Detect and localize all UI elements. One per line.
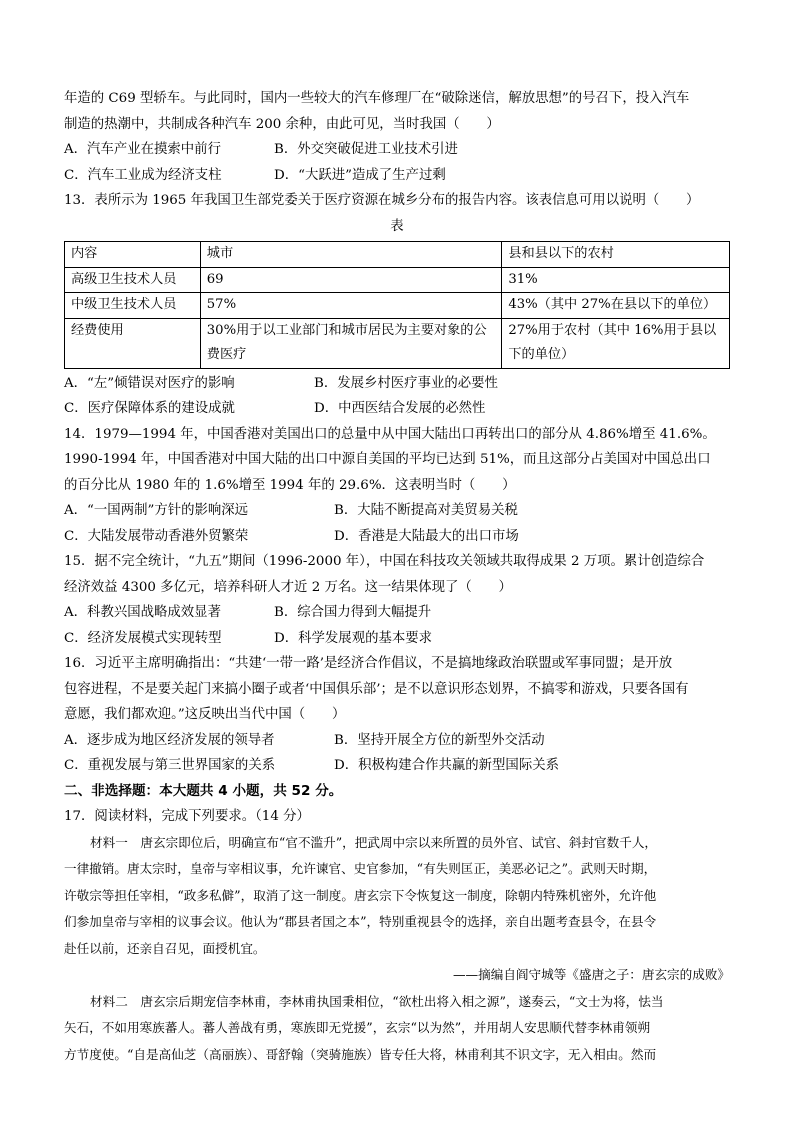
q14-stem-line1: 14．1979—1994 年，中国香港对美国出口的总量中从中国大陆出口再转出口的部分从 4.86%增至 41.6%。 bbox=[64, 426, 716, 442]
q14-option-c: C．大陆发展带动香港外贸繁荣 bbox=[64, 528, 249, 544]
table-cell: 31% bbox=[502, 267, 730, 293]
q15-option-a: A．科教兴国战略成效显著 bbox=[64, 605, 221, 620]
table-cell: 69 bbox=[200, 267, 502, 293]
q15-stem-line1: 15．据不完全统计，“九五”期间（1996-2000 年），中国在科技攻关领域共取得成果 2 万项。累计创造综合 bbox=[64, 554, 705, 569]
section-heading: 二、非选择题：本大题共 4 小题，共 52 分。 bbox=[64, 782, 343, 799]
table-header-cell: 内容 bbox=[65, 242, 201, 268]
material-line: 一律撤销。唐太宗时，皇帝与宰相议事，允许谏官、史官参加，“有失则匡正，美恶必记之”。武则天时期， bbox=[64, 861, 657, 876]
q17-material-2 bbox=[64, 989, 730, 1069]
q13-options-row1 bbox=[64, 371, 730, 397]
q13-options-row2 bbox=[64, 396, 730, 422]
q14-option-a: A．“一国两制”方针的影响深远 bbox=[64, 503, 249, 518]
q13-option-a: A．“左”倾错误对医疗的影响 bbox=[64, 375, 235, 391]
q15-options-row1 bbox=[64, 600, 730, 626]
q17-material-1 bbox=[64, 830, 730, 989]
q12-options-row1 bbox=[64, 137, 730, 163]
q15-option-b: B．综合国力得到大幅提升 bbox=[274, 605, 432, 620]
q12-stem-line1: 年造的 C69 型轿车。与此同时，国内一些较大的汽车修理厂在“破除迷信，解放思想”的号召下，投入汽车 bbox=[64, 91, 690, 106]
material-line: 材料二 唐玄宗后期宠信李林甫，李林甫执国秉相位，“欲杜出将入相之源”，遂奏云，“文士为将，怯当 bbox=[90, 993, 664, 1009]
table-row bbox=[65, 267, 730, 293]
material-line: 矢石，不如用寒族蕃人。蕃人善战有勇，寒族即无党援”，玄宗“以为然”，并用胡人安思顺代替李林甫领朔 bbox=[64, 1020, 651, 1035]
table-row bbox=[65, 293, 730, 319]
material-line: 方节度使。“自是高仙芝（高丽族）、哥舒翰（突骑施族）皆专任大将，林甫利其不识文字，无入相由。然而 bbox=[64, 1046, 657, 1062]
q16-stem-line2: 包容进程，不是要关起门来搞小圈子或者‘中国俱乐部’；是不以意识形态划界，不搞零和游戏，只要各国有 bbox=[64, 681, 689, 697]
q12-options-row2 bbox=[64, 163, 730, 189]
q12-option-c: C．汽车工业成为经济支柱 bbox=[64, 167, 222, 183]
q14-options-row1 bbox=[64, 498, 730, 524]
q16-stem-line3: 意愿，我们都欢迎。”这反映出当代中国（ ） bbox=[64, 707, 346, 722]
table-cell: 43%（其中 27%在县以下的单位） bbox=[502, 293, 730, 319]
q13-table-caption: 表 bbox=[390, 218, 404, 234]
q13-option-d: D．中西医结合发展的必然性 bbox=[314, 401, 486, 416]
q12-option-b: B．外交突破促进工业技术引进 bbox=[274, 142, 458, 157]
table-cell: 30%用于以工业部门和城市居民为主要对象的公费医疗 bbox=[200, 318, 502, 368]
material-line: 许敬宗等担任宰相，“政多私僻”，取消了这一制度。唐玄宗下令恢复这一制度，除朝内特殊机密外，允许他 bbox=[64, 887, 657, 903]
q17-stem: 17．阅读材料，完成下列要求。（14 分） bbox=[64, 809, 310, 824]
material-line: 赴任以前，还亲自召见，面授机宜。 bbox=[64, 940, 266, 956]
q13-option-c: C．医疗保障体系的建设成就 bbox=[64, 401, 235, 416]
q12-option-d: D．“大跃进”造成了生产过剩 bbox=[274, 167, 446, 183]
q16-option-c: C．重视发展与第三世界国家的关系 bbox=[64, 758, 276, 773]
table-cell: 经费使用 bbox=[65, 318, 201, 368]
q12-option-a: A．汽车产业在摸索中前行 bbox=[64, 142, 221, 157]
q16-option-b: B．坚持开展全方位的新型外交活动 bbox=[334, 732, 545, 748]
q14-option-b: B．大陆不断提高对美贸易关税 bbox=[334, 503, 518, 518]
table-row bbox=[65, 318, 730, 368]
material-line: 材料一 唐玄宗即位后，明确宣布“官不滥升”，把武周中宗以来所置的员外官、试官、斜封官数千人， bbox=[90, 834, 658, 850]
q13-stem: 13．表所示为 1965 年我国卫生部党委关于医疗资源在城乡分布的报告内容。该表信息可用以说明（ ） bbox=[64, 193, 700, 208]
q16-option-a: A．逐步成为地区经济发展的领导者 bbox=[64, 732, 275, 748]
table-header-cell: 城市 bbox=[200, 242, 502, 268]
q14-options-row2 bbox=[64, 524, 730, 550]
table-cell: 57% bbox=[200, 293, 502, 319]
exam-page bbox=[64, 86, 730, 1068]
q15-options-row2 bbox=[64, 626, 730, 652]
q12-stem-line2: 制造的热潮中，共制成各种汽车 200 余种，由此可见，当时我国（ ） bbox=[64, 116, 500, 132]
table-cell: 27%用于农村（其中 16%用于县以下的单位） bbox=[502, 318, 730, 368]
q16-options-row2 bbox=[64, 753, 730, 779]
table-header-cell: 县和县以下的农村 bbox=[502, 242, 730, 268]
q14-option-d: D．香港是大陆最大的出口市场 bbox=[334, 528, 519, 544]
q16-stem-line1: 16．习近平主席明确指出：“共建‘一带一路’是经济合作倡议，不是搞地缘政治联盟或军事同盟；是开放 bbox=[64, 656, 673, 671]
table-header-row bbox=[65, 242, 730, 268]
q14-stem-line3: 的百分比从 1980 年的 1.6%增至 1994 年的 29.6%．这表明当时（ ） bbox=[64, 477, 516, 493]
material-source: ——摘编自阎守城等《盛唐之子：唐玄宗的成败》 bbox=[452, 967, 730, 982]
q15-option-d: D．科学发展观的基本要求 bbox=[274, 630, 433, 646]
q13-option-b: B．发展乡村医疗事业的必要性 bbox=[314, 375, 498, 391]
table-cell: 高级卫生技术人员 bbox=[65, 267, 201, 293]
q16-option-d: D．积极构建合作共赢的新型国际关系 bbox=[334, 758, 559, 773]
q15-stem-line2: 经济效益 4300 多亿元，培养科研人才近 2 万名。这一结果体现了（ ） bbox=[64, 579, 512, 595]
q16-options-row1 bbox=[64, 728, 730, 754]
q14-stem-line2: 1990-1994 年，中国香港对中国大陆的出口中源自美国的平均已达到 51%，而且这部分占美国对中国总出口 bbox=[64, 452, 711, 467]
q13-table bbox=[64, 241, 730, 369]
q15-option-c: C．经济发展模式实现转型 bbox=[64, 630, 222, 646]
table-cell: 中级卫生技术人员 bbox=[65, 293, 201, 319]
material-line: 们参加皇帝与宰相的议事会议。他认为“郡县者国之本”，特别重视县令的选择，亲自出题考查县令，在县令 bbox=[64, 914, 657, 929]
